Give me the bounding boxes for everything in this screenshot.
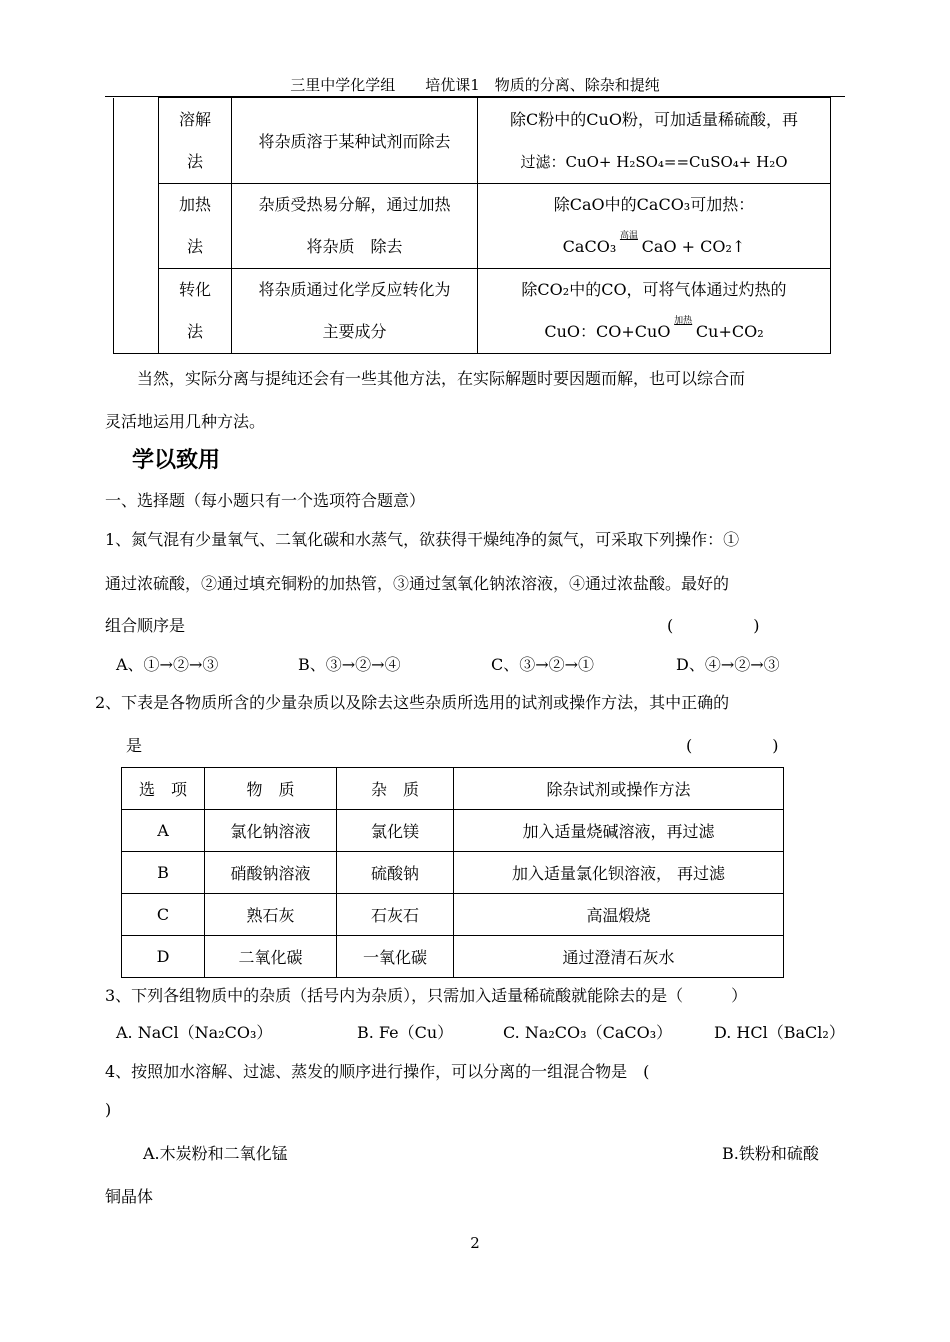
q3-option-c: C. Na₂CO₃（CaCO₃） <box>503 1023 673 1042</box>
table-row <box>122 852 784 894</box>
q4-option-a: A.木炭粉和二氧化锰 <box>143 1144 288 1163</box>
method-row-convert <box>114 269 831 354</box>
reaction-condition: 高温 <box>619 231 638 241</box>
cell-impurity: 硫酸钠 <box>337 852 454 894</box>
cell-method: 加入适量烧碱溶液，再过滤 <box>454 810 784 852</box>
column-header: 杂 质 <box>337 768 454 810</box>
category-cell <box>114 98 159 354</box>
q4-option-b-cont: 铜晶体 <box>105 1187 154 1206</box>
method-desc: 将杂质通过化学反应转化为 主要成分 <box>232 269 478 354</box>
cell-option: B <box>122 852 205 894</box>
method-example: 除CO₂中的CO，可将气体通过灼热的 CuO：CO+CuO 加热 Cu+CO₂ <box>478 269 831 354</box>
q4-line-2: ) <box>105 1100 112 1119</box>
column-header: 物 质 <box>205 768 337 810</box>
q1-option-a: A、①→②→③ <box>116 655 219 674</box>
impurity-table <box>121 767 784 978</box>
q4-line-1: 4、按照加水溶解、过滤、蒸发的顺序进行操作，可以分离的一组混合物是 ( <box>105 1062 650 1081</box>
method-row-dissolve <box>114 98 831 184</box>
note-line-2: 灵活地运用几种方法。 <box>105 412 266 431</box>
q3-option-a: A. NaCl（Na₂CO₃） <box>116 1023 273 1042</box>
q3-option-d: D. HCl（BaCl₂） <box>714 1023 845 1042</box>
methods-table <box>113 97 831 354</box>
q1-answer-blank: ( ) <box>667 616 760 635</box>
q2-line-1: 2、下表是各物质所含的少量杂质以及除去这些杂质所选用的试剂或操作方法，其中正确的 <box>95 693 730 712</box>
cell-option: C <box>122 894 205 936</box>
cell-method: 加入适量氯化钡溶液， 再过滤 <box>454 852 784 894</box>
method-desc: 将杂质溶于某种试剂而除去 <box>232 98 478 184</box>
method-name: 转化 法 <box>159 269 232 354</box>
table-row <box>122 810 784 852</box>
method-name: 溶解 法 <box>159 98 232 184</box>
note-line-1: 当然，实际分离与提纯还会有一些其他方法，在实际解题时要因题而解，也可以综合而 <box>137 369 746 388</box>
method-example: 除C粉中的CuO粉，可加适量稀硫酸，再 过滤：CuO+ H₂SO₄==CuSO₄+ H₂O <box>478 98 831 184</box>
page-header: 三里中学化学组 培优课1 物质的分离、除杂和提纯 <box>290 76 660 94</box>
table-header-row <box>122 768 784 810</box>
method-desc: 杂质受热易分解，通过加热 将杂质 除去 <box>232 184 478 269</box>
cell-impurity: 氯化镁 <box>337 810 454 852</box>
q1-option-b: B、③→②→④ <box>298 655 401 674</box>
cell-substance: 二氧化碳 <box>205 936 337 978</box>
q1-option-c: C、③→②→① <box>491 655 595 674</box>
q1-line-3: 组合顺序是 <box>105 616 186 635</box>
method-name: 加热 法 <box>159 184 232 269</box>
q2-line-2: 是 <box>126 736 143 755</box>
cell-substance: 硝酸钠溶液 <box>205 852 337 894</box>
q3-option-b: B. Fe（Cu） <box>357 1023 454 1042</box>
section-title: 学以致用 <box>132 448 221 473</box>
cell-method: 高温煅烧 <box>454 894 784 936</box>
table-row <box>122 894 784 936</box>
method-row-heat <box>114 184 831 269</box>
cell-option: A <box>122 810 205 852</box>
q1-option-d: D、④→②→③ <box>676 655 780 674</box>
part-title: 一、选择题（每小题只有一个选项符合题意） <box>105 491 426 510</box>
cell-substance: 熟石灰 <box>205 894 337 936</box>
cell-impurity: 一氧化碳 <box>337 936 454 978</box>
page-number: 2 <box>470 1234 480 1252</box>
cell-option: D <box>122 936 205 978</box>
column-header: 除杂试剂或操作方法 <box>454 768 784 810</box>
table-row <box>122 936 784 978</box>
q1-line-1: 1、氮气混有少量氧气、二氧化碳和水蒸气，欲获得干燥纯净的氮气，可采取下列操作：① <box>105 530 740 549</box>
cell-method: 通过澄清石灰水 <box>454 936 784 978</box>
q1-line-2: 通过浓硫酸，②通过填充铜粉的加热管，③通过氢氧化钠浓溶液，④通过浓盐酸。最好的 <box>105 574 730 593</box>
q4-option-b: B.铁粉和硫酸 <box>722 1144 819 1163</box>
reaction-condition: 加热 <box>674 316 693 326</box>
column-header: 选 项 <box>122 768 205 810</box>
q3-line-1: 3、下列各组物质中的杂质（括号内为杂质），只需加入适量稀硫酸就能除去的是（ ） <box>105 986 748 1005</box>
method-example: 除CaO中的CaCO₃可加热： CaCO₃ 高温 CaO + CO₂↑ <box>478 184 831 269</box>
q2-answer-blank: ( ) <box>686 736 779 755</box>
cell-substance: 氯化钠溶液 <box>205 810 337 852</box>
cell-impurity: 石灰石 <box>337 894 454 936</box>
